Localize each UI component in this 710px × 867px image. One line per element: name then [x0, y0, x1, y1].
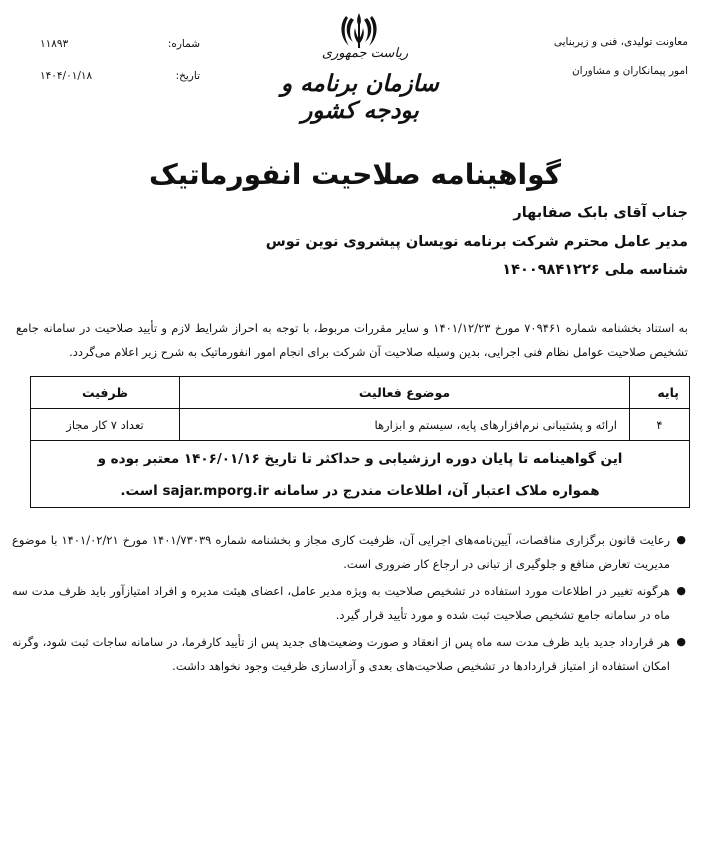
cell-grade: ۴ [629, 408, 689, 441]
list-item [12, 528, 688, 576]
date-value: ۱۴۰۴/۰۱/۱۸ [40, 70, 93, 82]
validity-box [30, 441, 690, 508]
list-item [12, 630, 688, 678]
table-row [31, 408, 689, 441]
table-header-row [31, 377, 689, 409]
cell-activity: ارائه و پشتیبانی نرم‌افزارهای پایه، سیستم و ابزارها [179, 408, 629, 441]
bullet-icon: ● [676, 584, 686, 597]
document-title: گواهینامه صلاحیت انفورماتیک [148, 158, 561, 191]
header-capacity: ظرفیت [81, 385, 129, 400]
date-row [40, 60, 200, 92]
addressee-company: مدیر عامل محترم شرکت برنامه نویسان پیشروی نوین توس [265, 234, 688, 250]
organization-logotype: سازمان برنامه و بودجه کشور [281, 70, 439, 124]
date-label: تاریخ: [175, 70, 200, 82]
number-label: شماره: [167, 38, 200, 50]
list-item [12, 579, 688, 627]
presidency-label: ریاست جمهوری [321, 46, 409, 61]
validity-line-2: همواره ملاک اعتبار آن، اطلاعات مندرج در سامانه sajar.mporg.ir است. [120, 483, 600, 499]
cell-capacity: تعداد ۷ کار مجاز [66, 417, 144, 432]
department-block [498, 28, 688, 86]
note-text: هر قرارداد جدید باید ظرف مدت سه ماه پس از انعقاد و صورت وضعیت‌های جدید پس از تأیید کارفرما، در سامانه ساجات ثبت شود، وگرنه امکان استفاده از امتیاز قراردادها در تشخیص صلاحیت‌های بعدی و آزادسازی ظرفیت وجود نخواهد داشت. [12, 635, 670, 673]
department-line-1: معاونت تولیدی، فنی و زیربنایی [553, 36, 688, 48]
header-grade: پایه [629, 377, 689, 408]
national-id: شناسه ملی ۱۴۰۰۹۸۴۱۲۲۶ [502, 262, 688, 278]
validity-line-1: این گواهینامه تا پایان دوره ارزشیابی و حداکثر تا تاریخ ۱۴۰۶/۰۱/۱۶ معتبر بوده و [97, 451, 623, 467]
note-text: هرگونه تغییر در اطلاعات مورد استفاده در تشخیص صلاحیت به ویژه مدیر عامل، اعضای هیئت مدیره و افراد امتیازآور باید ظرف مدت سه ماه در سامانه جامع تشخیص صلاحیت ثبت شده و مورد تأیید قرار گیرد. [12, 584, 670, 622]
reference-block [40, 28, 200, 92]
addressee-name: جناب آقای بابک صفابهار [513, 205, 688, 221]
note-text: رعایت قانون برگزاری مناقصات، آیین‌نامه‌های اجرایی آن، ظرفیت کاری مجاز و بخشنامه شماره ۱۴۰۱/۷۳۰۳۹ مورخ ۱۴۰۱/۰۲/۲۱ با موضوع مدیریت تعارض منافع و جلوگیری از تبانی در ارجاع کار ضروری است. [12, 533, 670, 571]
qualification-table [30, 376, 690, 441]
header-activity: موضوع فعالیت [179, 377, 629, 408]
bullet-icon: ● [676, 533, 686, 546]
number-row [40, 28, 200, 60]
number-value: ۱۱۸۹۳ [40, 38, 69, 50]
department-line-2: امور پیمانکاران و مشاوران [571, 65, 688, 77]
intro-paragraph: به استناد بخشنامه شماره ۷۰۹۴۶۱ مورخ ۱۴۰۱/۱۲/۲۳ و سایر مقررات مربوط، با توجه به احراز شرایط لازم و تأیید صلاحیت در سامانه جامع تشخیص صلاحیت عوامل نظام فنی اجرایی، بدین وسیله صلاحیت آن شرکت برای انجام امور انفورماتیک به شرح زیر اعلام می‌گردد. [16, 321, 689, 359]
bullet-icon: ● [676, 635, 686, 648]
notes-list [12, 528, 688, 681]
